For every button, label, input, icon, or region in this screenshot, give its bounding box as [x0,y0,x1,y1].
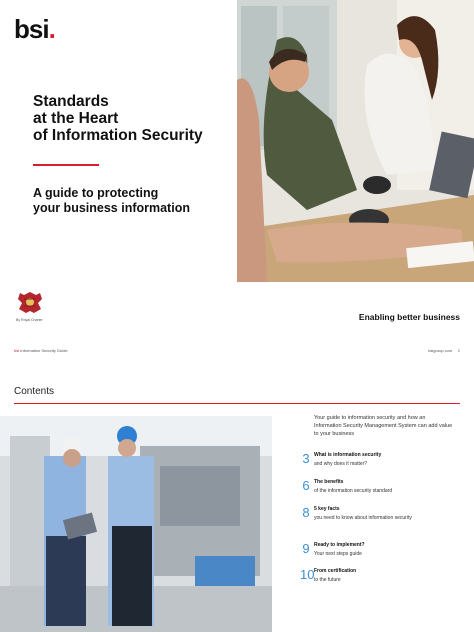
toc-subtitle: Your next steps guide [314,551,362,557]
toc-page-number: 10 [300,567,315,582]
office-team-photo [237,0,474,282]
toc-subtitle: to the future [314,577,341,583]
page-header-right: bsigroup.com 2 [428,348,460,353]
contents-heading: Contents [14,386,55,397]
toc-subtitle: and why does it matter? [314,461,368,467]
tagline: Enabling better business [358,312,460,322]
contents-intro: Your guide to information security and how an Information Security Management System can add value to your business [314,415,453,437]
royal-charter-crest-icon [14,290,46,316]
contents-divider [14,403,460,404]
toc-subtitle: of the information security standard [314,488,393,494]
cover-title: Standards at the Heart of Information Security [33,93,203,144]
toc-page-number: 3 [302,451,310,466]
toc-page-number: 8 [302,505,310,520]
toc-title: 5 key facts [314,506,340,512]
toc-title: The benefits [314,479,344,485]
factory-engineers-photo [0,416,272,632]
toc-title: Ready to implement? [314,542,365,548]
cover-subtitle: A guide to protecting your business information [33,186,190,215]
toc-subtitle: you need to know about information security [314,515,412,521]
crest-caption: By Royal Charter [16,318,43,322]
toc-title: What is information security [314,452,382,458]
toc-page-number: 6 [302,478,310,493]
contents-page [0,336,474,632]
toc-title: From certification [314,568,357,574]
page-number: 2 [457,348,460,353]
toc-page-number: 9 [302,541,310,556]
page-header-left: bsi Information Security Guide [14,348,68,353]
bsi-logo: bsi. [14,14,55,44]
title-divider [33,164,99,166]
